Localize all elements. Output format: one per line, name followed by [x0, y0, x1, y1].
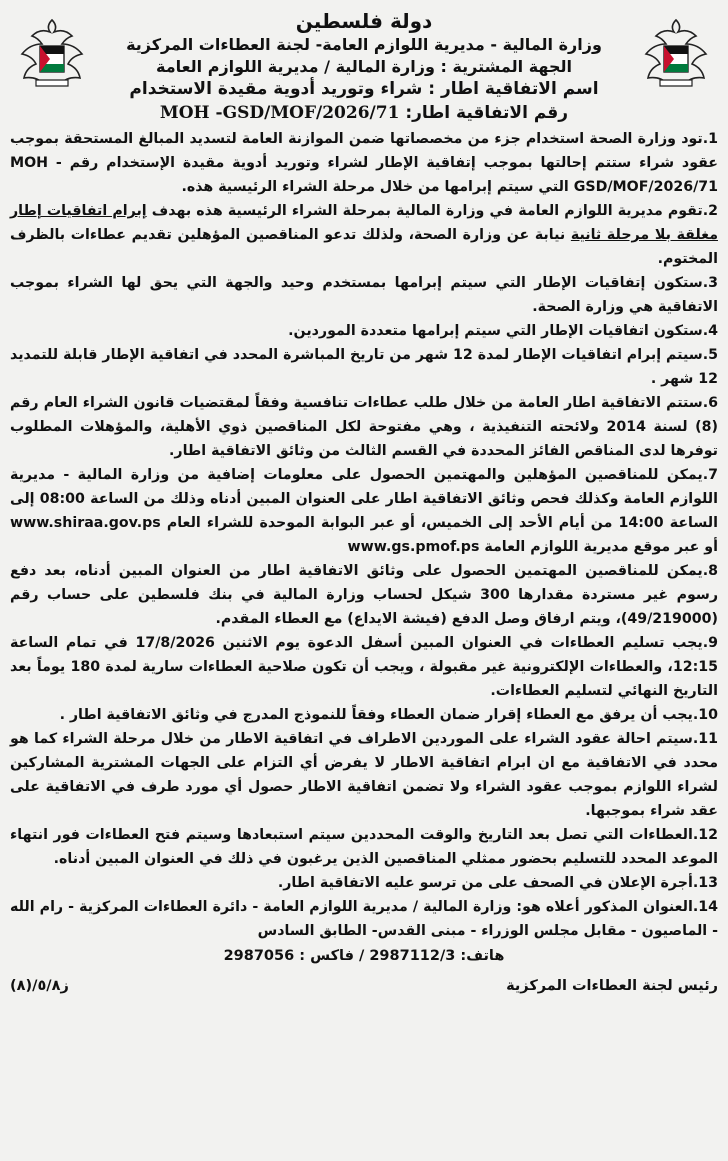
clause-text-underlined: إبرام اتفاقيات إطار مغلقة بلا مرحلة ثانية	[10, 203, 718, 243]
clause-number: 13.	[692, 875, 718, 891]
clause-2	[10, 199, 718, 271]
clause-9	[10, 631, 718, 703]
clause-number: 14.	[692, 899, 718, 915]
clause-text: نيابة عن وزارة الصحة، ولذلك تدعو المناقصين المؤهلين تقديم عطاءات بالظرف المختوم.	[10, 227, 718, 267]
clause-number: 1.	[702, 131, 718, 147]
clause-14	[10, 895, 718, 943]
agreement-number	[98, 101, 630, 125]
clause-text: سيتم احالة عقود الشراء على الموردين الاطراف في اتفاقية الاطار من خلال مرحلة الشراء كما هو محدد في الاتفاقية مع ان ابرام اتفاقية الاطار لا يفرض أي التزام على الجهات المشترية المشاركين لشراء اللوازم بموجب عقود الشراء ولا تضمن اتفاقية الاطار حصول أي مورد طرف في الاتفاقية على عقد شراء بموجبها.	[10, 731, 718, 819]
clause-5	[10, 343, 718, 391]
clause-number: 6.	[702, 395, 718, 411]
clause-number: 8.	[702, 563, 718, 579]
palestine-emblem-icon	[10, 14, 94, 98]
reference-code: ز٥/٨/(٨)	[10, 978, 69, 994]
agreement-number-label: رقم الاتفاقية اطار:	[405, 103, 569, 123]
clause-number: 12.	[692, 827, 718, 843]
clause-11	[10, 727, 718, 823]
clause-number: 5.	[702, 347, 718, 363]
clause-3	[10, 271, 718, 319]
agreement-number-code: MOH -GSD/MOF/2026/71	[159, 103, 400, 123]
signature-row	[10, 975, 718, 997]
clause-text: يجب تسليم العطاءات في العنوان المبين أسفل الدعوة يوم الاثنين 17/8/2026 في تمام الساعة 12:15، والعطاءات الإلكترونية غير مقبولة ، ويجب أن تكون صلاحية العطاءات سارية لمدة 180 يوماً بعد التاريخ النهائي لتسليم العطاءات.	[10, 635, 718, 699]
palestine-emblem-icon	[634, 14, 718, 98]
clause-text: العنوان المذكور أعلاه هو: وزارة المالية / مديرية اللوازم العامة - دائرة العطاءات المركزية - رام الله - الماصيون - مقابل مجلس الوزراء - مبنى القدس- الطابق السادس	[10, 899, 718, 939]
clause-10	[10, 703, 718, 727]
notice-header	[98, 6, 630, 125]
clause-number: 4.	[702, 323, 718, 339]
clause-8	[10, 559, 718, 631]
clause-text: ستكون اتفاقيات الإطار التي سيتم إبرامها متعددة الموردين.	[288, 323, 703, 339]
clause-number: 2.	[702, 203, 718, 219]
tender-notice	[10, 6, 718, 1147]
clause-text: ستتم الاتفاقية اطار العامة من خلال طلب عطاءات تنافسية وفقاً لمقتضيات قانون الشراء العام رقم (8) لسنة 2014 ولائحته التنفيذية ، وهي مفتوحة لكل المناقصين ذوي الأهلية، والمؤهلات المطلوب توفرها لدى المناقص الفائز المحددة في القسم الثالث من وثائق الاتفاقية اطار.	[10, 395, 718, 459]
purchaser-line: الجهة المشترية : وزارة المالية / مديرية اللوازم العامة	[156, 57, 572, 76]
clause-number: 9.	[702, 635, 718, 651]
clause-text: يجب أن يرفق مع العطاء إقرار ضمان العطاء وفقاً للنموذج المدرج في وثائق الاتفاقية اطار .	[59, 707, 693, 723]
agreement-name: اسم الاتفاقية اطار : شراء وتوريد أدوية مقيدة الاستخدام	[129, 79, 599, 99]
clause-text: يمكن للمناقصين المهتمين الحصول على وثائق الاتفاقية اطار من العنوان المبين أدناه، بعد دفع رسوم غير مستردة مقدارها 300 شيكل لحساب وزارة المالية في بنك فلسطين على حساب رقم (49/219000)، ويتم ارفاق وصل الدفع (فيشة الايداع) مع العطاء المقدم.	[10, 563, 718, 627]
country-title: دولة فلسطين	[295, 9, 433, 33]
clause-text: العطاءات التي تصل بعد التاريخ والوقت المحددين سيتم استبعادها وسيتم فتح العطاءات فور انتهاء الموعد المحدد للتسليم بحضور ممثلي المناقصين الذين يرغبون في ذلك في العنوان المبين أدناه.	[10, 827, 718, 867]
clauses-list	[10, 127, 718, 943]
clause-4	[10, 319, 718, 343]
clause-text: سيتم إبرام اتفاقيات الإطار لمدة 12 شهر من تاريخ المباشرة المحدد في اتفاقية الإطار قابلة للتمديد 12 شهر .	[10, 347, 718, 387]
clause-6	[10, 391, 718, 463]
clause-text: ستكون إتفاقيات الإطار التي سيتم إبرامها بمستخدم وحيد والجهة التي يحق لها الشراء بموجب الاتفاقية هي وزارة الصحة.	[10, 275, 718, 315]
clause-13	[10, 871, 718, 895]
clause-text: تود وزارة الصحة استخدام جزء من مخصصاتها ضمن الموازنة العامة لتسديد المبالغ المستحقة بموجب عقود شراء ستتم إحالتها بموجب إتفاقية الإطار لشراء وتوريد أدوية مقيدة الإستخدام رقم MOH - GSD/MOF/2026/71 التي سيتم إبرامها من خلال مرحلة الشراء الرئيسية هذه.	[10, 131, 718, 195]
notice-footer	[10, 945, 718, 997]
ministry-line: وزارة المالية - مديرية اللوازم العامة- لجنة العطاءات المركزية	[126, 35, 602, 54]
clause-number: 10.	[692, 707, 718, 723]
clause-number: 3.	[702, 275, 718, 291]
clause-text: يمكن للمناقصين المؤهلين والمهتمين الحصول على معلومات إضافية من وزارة المالية - مديرية اللوازم العامة وكذلك فحص وثائق الاتفاقية اطار على العنوان المبين أدناه وذلك من الساعة 08:00 إلى الساعة 14:00 من أيام الأحد إلى الخميس، أو عبر البوابة الموحدة للشراء العام www.shiraa.gov.ps أو عبر موقع مديرية اللوازم العامة www.gs.pmof.ps	[10, 467, 718, 555]
signature-title: رئيس لجنة العطاءات المركزية	[506, 978, 718, 994]
clause-text: تقوم مديرية اللوازم العامة في وزارة المالية بمرحلة الشراء الرئيسية هذه بهدف	[151, 203, 703, 219]
clause-text: أجرة الإعلان في الصحف على من ترسو عليه الاتفاقية اطار.	[277, 875, 693, 891]
clause-12	[10, 823, 718, 871]
clause-number: 11.	[692, 731, 718, 747]
clause-1	[10, 127, 718, 199]
clause-7	[10, 463, 718, 559]
clause-number: 7.	[702, 467, 718, 483]
phone-fax: هاتف: 2987112/3 / فاكس : 2987056	[223, 948, 505, 964]
